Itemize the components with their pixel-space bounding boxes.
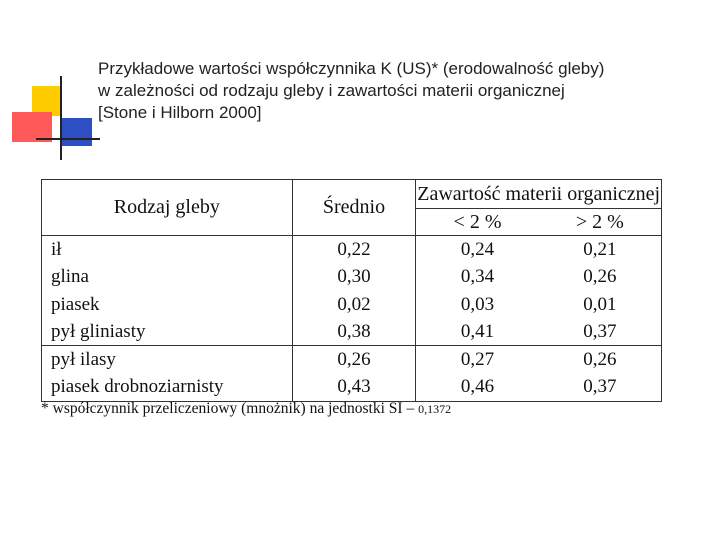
slide-title <box>98 58 710 124</box>
table-cell-above: 0,37 <box>583 376 617 398</box>
header-above-2-percent: > 2 % <box>539 209 662 236</box>
table-footnote <box>41 400 451 418</box>
soil-erodibility-table <box>41 179 662 402</box>
table-cell-soil: piasek drobnoziarnisty <box>51 376 224 398</box>
header-organic-content: Zawartość materii organicznej <box>416 180 662 209</box>
average-values-group-1 <box>292 236 416 346</box>
logo-vertical-line <box>60 76 62 160</box>
table-header-row <box>42 180 662 209</box>
table-cell-above: 0,21 <box>583 239 617 260</box>
header-average: Średnio <box>292 180 416 236</box>
table-cell-average: 0,26 <box>337 349 371 371</box>
table-cell-soil: glina <box>51 266 89 288</box>
header-below-2-percent: < 2 % <box>416 209 539 236</box>
below-values-group-1 <box>416 236 539 346</box>
average-values-group-2 <box>292 346 416 402</box>
table-cell-average: 0,43 <box>337 376 371 398</box>
title-line-2: w zależności od rodzaju gleby i zawartości materii organicznej <box>98 81 565 100</box>
slide-logo-decoration <box>0 0 100 170</box>
table-cell-below: 0,24 <box>460 239 495 260</box>
above-values-group-2 <box>539 346 662 402</box>
table-cell-above: 0,26 <box>583 349 617 371</box>
table-cell-above: 0,26 <box>583 266 617 288</box>
table-cell-average: 0,02 <box>337 293 371 315</box>
table-cell-soil: pył ilasy <box>51 349 116 371</box>
header-soil-type: Rodzaj gleby <box>42 180 293 236</box>
below-values-group-2 <box>416 346 539 402</box>
table-cell-below: 0,46 <box>460 376 495 398</box>
table-body-group-2 <box>42 346 662 402</box>
table-cell-above: 0,37 <box>583 320 617 342</box>
soil-names-group-2 <box>42 346 293 402</box>
title-line-1: Przykładowe wartości współczynnika K (US)* (erodowalność gleby) <box>98 59 605 78</box>
table-cell-average: 0,22 <box>337 239 371 260</box>
table-cell-below: 0,41 <box>460 320 495 342</box>
footnote-text: * współczynnik przeliczeniowy (mnożnik) na jednostki SI – <box>41 400 419 417</box>
logo-blue-square <box>62 118 92 146</box>
table-cell-average: 0,30 <box>337 266 371 288</box>
table-cell-below: 0,03 <box>460 293 495 315</box>
table-body-group-1 <box>42 236 662 346</box>
table-cell-below: 0,34 <box>460 266 495 288</box>
soil-names-group-1 <box>42 236 293 346</box>
table-cell-soil: pył gliniasty <box>51 320 146 342</box>
footnote-value: 0,1372 <box>418 402 452 416</box>
table-cell-soil: ił <box>51 239 62 260</box>
table-cell-below: 0,27 <box>460 349 495 371</box>
title-line-3: [Stone i Hilborn 2000] <box>98 103 262 122</box>
logo-horizontal-line <box>36 138 100 140</box>
table-cell-soil: piasek <box>51 293 100 315</box>
table-cell-above: 0,01 <box>583 293 617 315</box>
above-values-group-1 <box>539 236 662 346</box>
table-cell-average: 0,38 <box>337 320 371 342</box>
